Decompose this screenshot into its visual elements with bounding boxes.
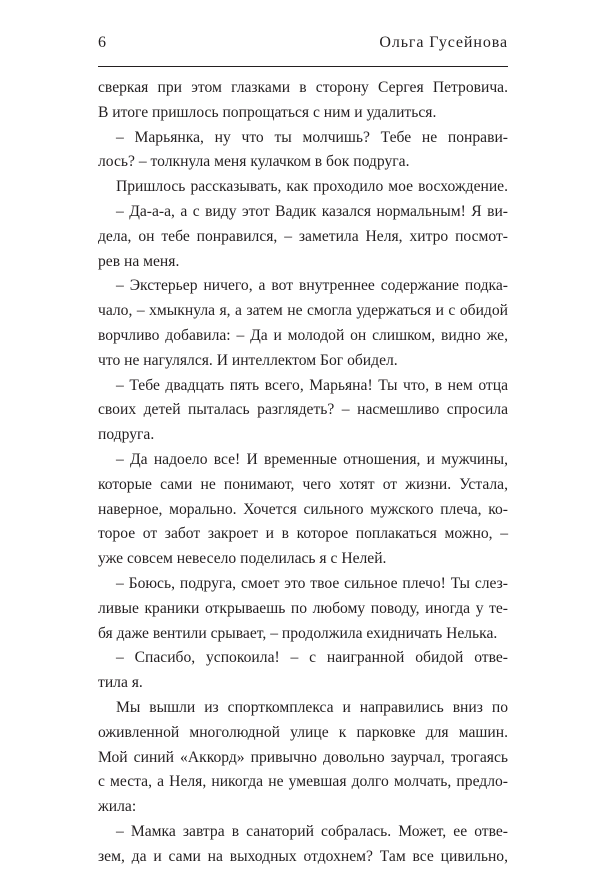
text-line: жила: [98, 798, 137, 816]
text-line: сверкая при этом глазками в сторону Сергея Петровича. [98, 79, 508, 96]
text-line: своих детей пыталась разглядеть? – насмешливо спросила [98, 401, 508, 419]
text-line: дела, он тебе понравился, – заметила Неля, хитро посмот- [98, 227, 508, 245]
text-line: – Марьянка, ну что ты молчишь? Тебе не понрави- [116, 128, 508, 146]
text-line: Пришлось рассказывать, как проходило мое восхождение. [116, 178, 508, 196]
text-line: – Да-а-а, а с виду этот Вадик казался нормальным! Я ви- [116, 202, 508, 220]
body-text [98, 76, 508, 870]
text-line: наверное, морально. Хочется сильного мужского плеча, ко- [98, 500, 508, 518]
text-line: подруга. [98, 426, 155, 444]
text-line: бя даже вентили срывает, – продолжила ехидничать Нелька. [98, 624, 498, 642]
text-line: лось? – толкнула меня кулачком в бок подруга. [98, 153, 410, 171]
running-head-author: Ольга Гусейнова [379, 34, 508, 51]
text-line: – Да надоело все! И временные отношения, и мужчины, [116, 450, 508, 468]
text-line: уже совсем невесело поделилась я с Нелей. [98, 550, 387, 568]
text-line: – Мамка завтра в санаторий собралась. Может, ее отве- [116, 822, 508, 840]
page-number: 6 [98, 34, 107, 51]
text-line: Мы вышли из спорткомплекса и направились вниз по [116, 698, 508, 716]
text-line: Мой синий «Аккорд» привычно довольно заурчал, трогаясь [98, 748, 508, 766]
text-line: – Боюсь, подруга, смоет это твое сильное плечо! Ты слез- [116, 574, 508, 592]
text-line: зем, да и сами на выходных отдохнем? Там все цивильно, [98, 847, 508, 865]
header-rule [98, 66, 508, 67]
text-line: тила я. [98, 674, 143, 692]
text-line: В итоге пришлось попрощаться с ним и удалиться. [98, 103, 437, 121]
text-line: рев на меня. [98, 252, 180, 270]
text-line: которые сами не понимают, чего хотят от жизни. Устала, [98, 475, 508, 493]
text-line: ливые краники открываешь по любому поводу, иногда у те- [98, 599, 508, 617]
text-line: – Тебе двадцать пять всего, Марьяна! Ты что, в нем отца [116, 376, 508, 394]
text-line: оживленной многолюдной улице к парковке для машин. [98, 723, 508, 741]
text-line: чало, – хмыкнула я, а затем не смогла удержаться и с обидой [98, 302, 508, 320]
text-line: – Спасибо, успокоила! – с наигранной обидой отве- [116, 649, 508, 667]
text-line: с места, а Неля, никогда не умевшая долго молчать, предло- [98, 773, 508, 791]
text-line: торое от забот закроет и в которое поплакаться можно, – [98, 525, 508, 543]
text-line: – Экстерьер ничего, а вот внутреннее содержание подка- [116, 277, 508, 295]
text-line: что не нагулялся. И интеллектом Бог обидел. [98, 351, 398, 369]
text-line: ворчливо добавила: – Да и молодой он слишком, видно же, [98, 326, 508, 344]
running-head [98, 34, 508, 58]
